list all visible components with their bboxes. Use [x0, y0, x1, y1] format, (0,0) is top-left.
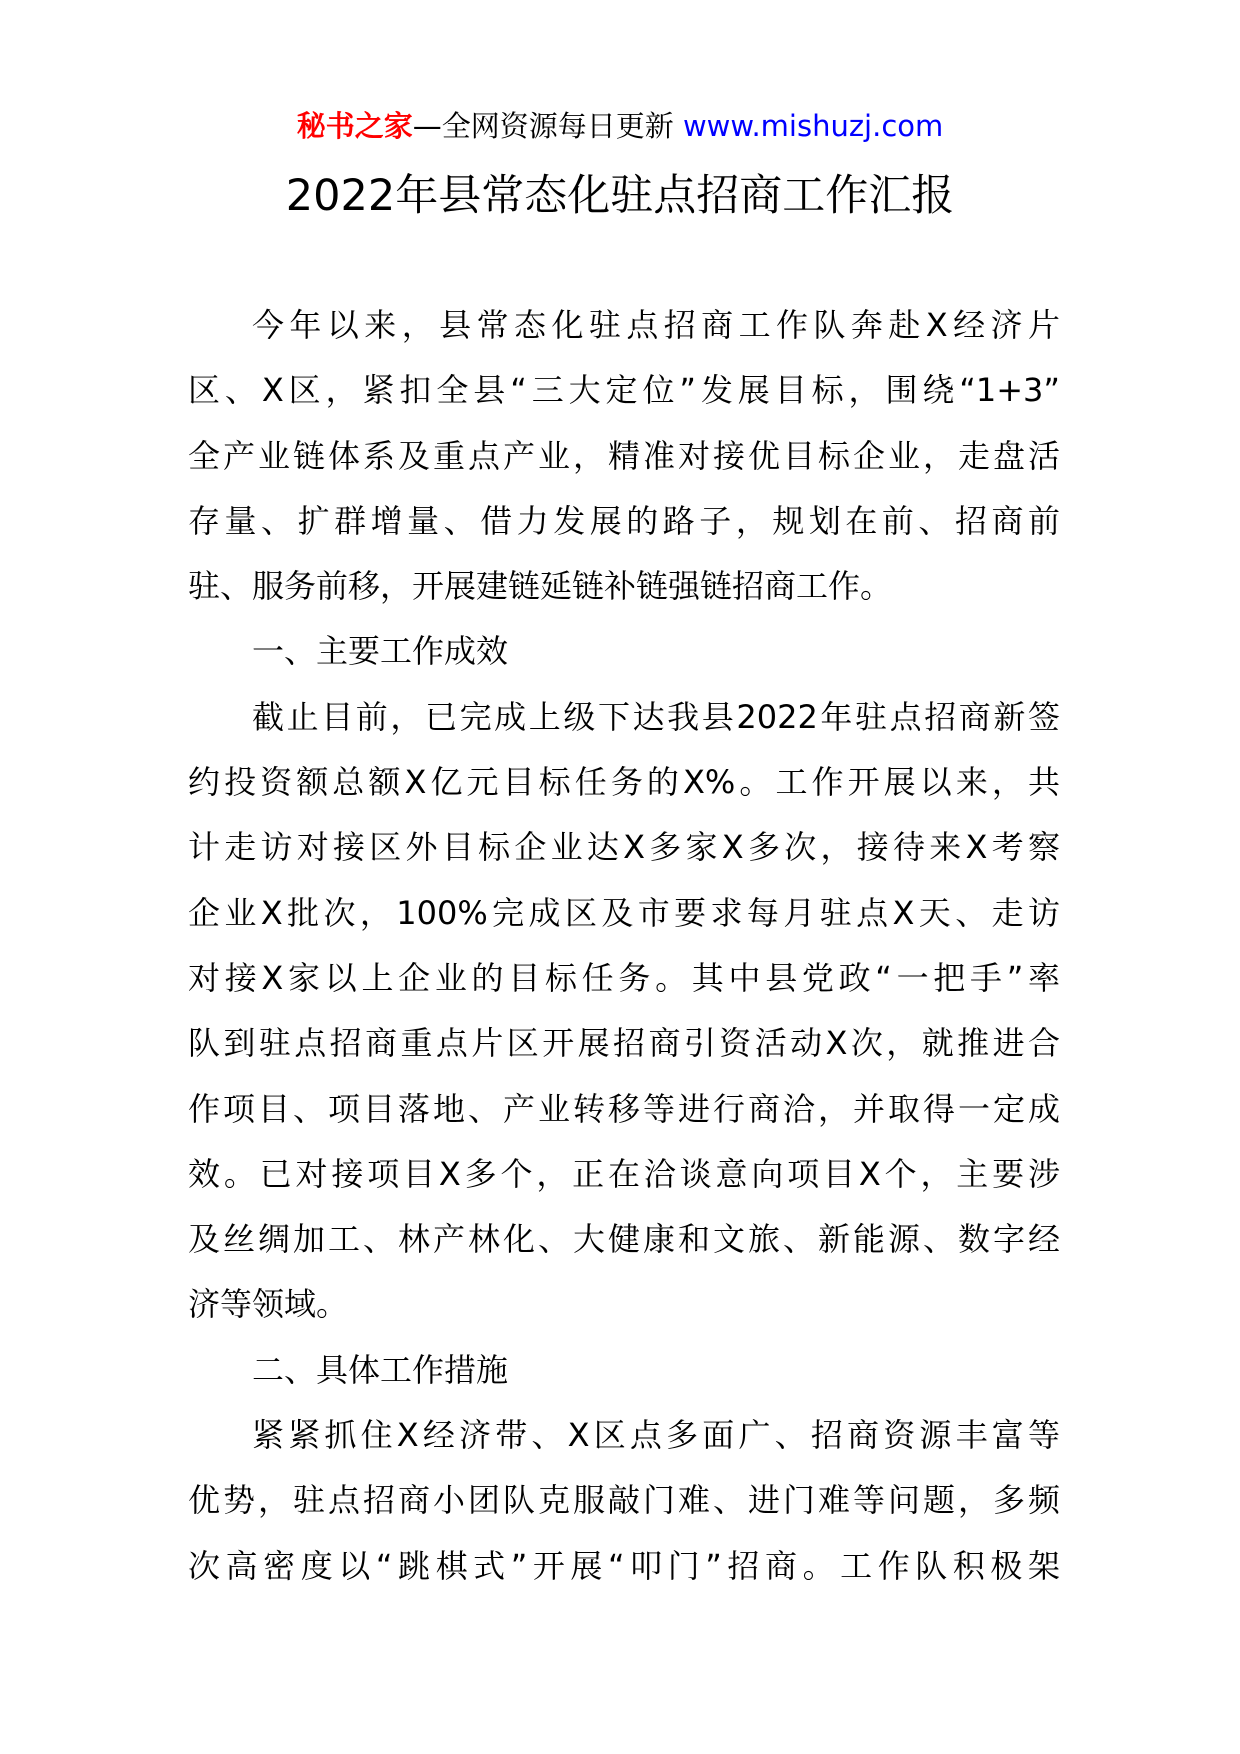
paragraph-line: 区、X区，紧扣全县“三大定位”发展目标，围绕“1+3” [188, 371, 1060, 410]
paragraph-line: 全产业链体系及重点产业，精准对接优目标企业，走盘活 [188, 436, 1060, 475]
site-url-link[interactable]: www.mishuzj.com [682, 109, 944, 143]
paragraph-line: 效。已对接项目X多个，正在洽谈意向项目X个，主要涉 [188, 1154, 1060, 1193]
paragraph-line: 存量、扩群增量、借力发展的路子，规划在前、招商前 [188, 501, 1060, 540]
paragraph-line: 队到驻点招商重点片区开展招商引资活动X次，就推进合 [188, 1024, 1060, 1063]
paragraph-line: 紧紧抓住X经济带、X区点多面广、招商资源丰富等 [252, 1416, 1060, 1455]
paragraph-line: 及丝绸加工、林产林化、大健康和文旅、新能源、数字经 [188, 1220, 1060, 1259]
paragraph-line: 今年以来，县常态化驻点招商工作队奔赴X经济片 [252, 306, 1060, 344]
section-heading: 一、主要工作成效 [252, 632, 509, 671]
paragraph-line: 驻、服务前移，开展建链延链补链强链招商工作。 [188, 567, 893, 606]
paragraph-line: 优势，驻点招商小团队克服敲门难、进门难等问题，多频 [188, 1481, 1060, 1520]
document-title: 2022年县常态化驻点招商工作汇报 [285, 171, 955, 221]
paragraph-line: 济等领域。 [188, 1285, 349, 1324]
document-body [188, 293, 1060, 1599]
paragraph-line: 作项目、项目落地、产业转移等进行商洽，并取得一定成 [188, 1089, 1060, 1128]
site-slogan: —全网资源每日更新 [412, 109, 674, 143]
paragraph-line: 计走访对接区外目标企业达X多家X多次，接待来X考察 [188, 828, 1060, 867]
paragraph-line: 截止目前，已完成上级下达我县2022年驻点招商新签 [252, 697, 1060, 736]
paragraph-line: 约投资额总额X亿元目标任务的X%。工作开展以来，共 [188, 763, 1060, 802]
site-header [0, 104, 1240, 148]
section-heading: 二、具体工作措施 [252, 1350, 509, 1389]
paragraph-line: 次高密度以“跳棋式”开展“叩门”招商。工作队积极架 [188, 1546, 1060, 1585]
paragraph-line: 企业X批次，100%完成区及市要求每月驻点X天、走访 [188, 893, 1060, 932]
paragraph-line: 对接X家以上企业的目标任务。其中县党政“一把手”率 [188, 958, 1060, 997]
brand-name: 秘书之家 [296, 109, 413, 143]
